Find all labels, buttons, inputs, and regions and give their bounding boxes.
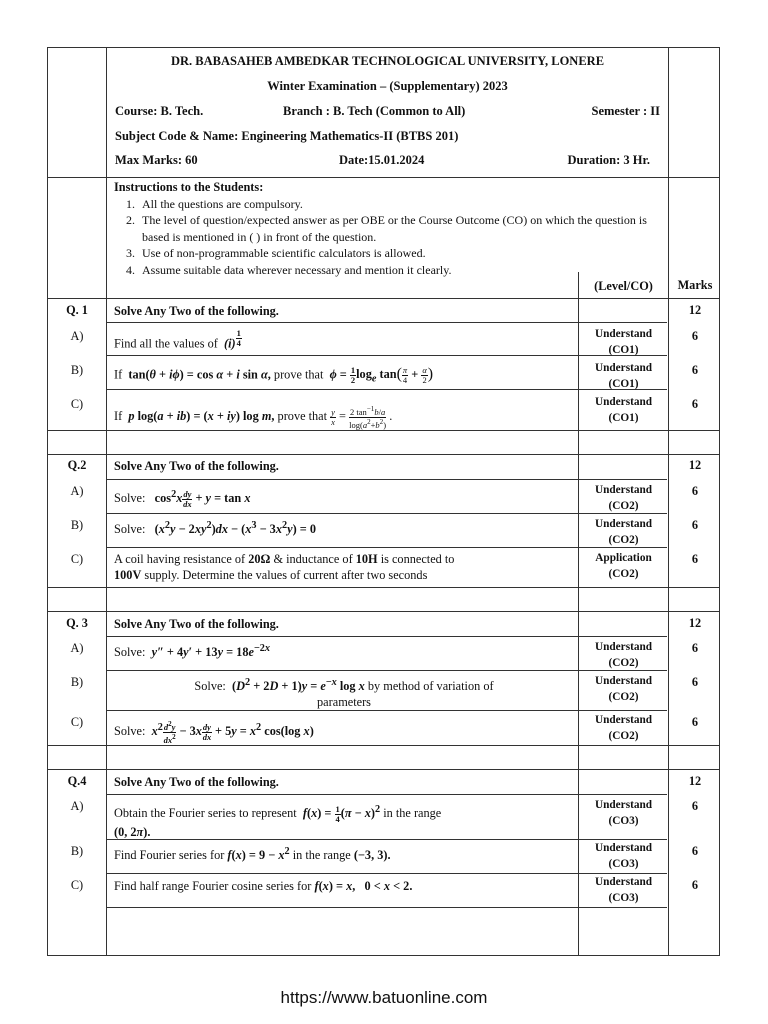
part-label: B) bbox=[70, 675, 84, 689]
row-divider bbox=[48, 454, 719, 455]
question-text: Solve: $\cos^2x$ $\frac{dy}{dx}$ + y = tan x bbox=[114, 488, 251, 509]
duration: Duration: 3 Hr. bbox=[567, 153, 650, 167]
course: Course: B. Tech. bbox=[115, 104, 204, 118]
part-label: C) bbox=[70, 397, 84, 411]
marks-column-header: Marks bbox=[677, 278, 713, 292]
row-divider bbox=[106, 322, 667, 323]
semester: Semester : II bbox=[591, 104, 660, 118]
header-row-marks bbox=[115, 153, 660, 168]
part-marks: 6 bbox=[691, 799, 699, 813]
question-number: Q. 3 bbox=[66, 616, 88, 630]
max-marks: Max Marks: 60 bbox=[115, 153, 198, 167]
part-marks: 6 bbox=[691, 329, 699, 343]
instruction-item: 2. The level of question/expected answer as per OBE or the Course Outcome (CO) on which the question is based is mentioned in ( ) in front of the question. bbox=[138, 212, 674, 245]
question-text: A coil having resistance of 20Ω & inductance of 10H is connected to 100V supply. Determine the values of current after two seconds bbox=[114, 552, 455, 582]
instruction-item: 4. Assume suitable data wherever necessary and mention it clearly. bbox=[138, 262, 674, 279]
level-label: Application (CO2) bbox=[595, 552, 652, 580]
footer-url: https://www.batuonline.com bbox=[280, 988, 488, 1007]
row-divider bbox=[106, 479, 667, 480]
question-number: Q. 1 bbox=[66, 303, 88, 317]
question-marks: 12 bbox=[688, 303, 702, 317]
level-label: Understand (CO1) bbox=[594, 362, 653, 390]
row-divider bbox=[48, 298, 719, 299]
part-marks: 6 bbox=[691, 484, 699, 498]
part-label: C) bbox=[70, 878, 84, 892]
level-label: Understand (CO2) bbox=[594, 641, 653, 669]
question-text: Find half range Fourier cosine series for f(x) = x, 0 < x < 2. bbox=[114, 879, 413, 893]
level-column-header: (Level/CO) bbox=[594, 279, 653, 293]
level-label: Understand (CO3) bbox=[594, 876, 653, 904]
row-divider bbox=[48, 745, 719, 746]
level-label: Understand (CO2) bbox=[594, 714, 653, 742]
question-text: Solve: $x^2$ $\frac{d^2y}{dx^2}$ − 3x $\frac{dy}{dx}$ + $5y = x^2$ cos(log x) bbox=[114, 720, 314, 745]
question-text: If tan(θ + iϕ) = cos α + i sin α, prove that ϕ = $\frac{1}{2}$ $\log_e \tan$( $\frac{\pi}{4}$ + $\frac{\alpha}{2}$ ) bbox=[114, 365, 434, 385]
exam-title: Winter Examination – (Supplementary) 2023 bbox=[267, 79, 508, 93]
question-text: Solve: $(D^2 + 2D + 1)y = e^{-x}$ log x by method of variation of parameters bbox=[194, 677, 494, 710]
row-divider bbox=[106, 636, 667, 637]
part-marks: 6 bbox=[691, 715, 699, 729]
row-divider bbox=[106, 710, 667, 711]
part-marks: 6 bbox=[691, 518, 699, 532]
level-label: Understand (CO1) bbox=[594, 396, 653, 424]
row-divider bbox=[48, 611, 719, 612]
question-number: Q.2 bbox=[67, 458, 87, 472]
question-marks: 12 bbox=[688, 774, 702, 788]
level-label: Understand (CO2) bbox=[594, 518, 653, 546]
part-label: C) bbox=[70, 552, 84, 566]
level-label: Understand (CO2) bbox=[594, 675, 653, 703]
part-marks: 6 bbox=[691, 397, 699, 411]
part-label: A) bbox=[70, 484, 84, 498]
instruction-item: 1. All the questions are compulsory. bbox=[138, 196, 674, 213]
part-marks: 6 bbox=[691, 675, 699, 689]
question-text: If p log(a + ib) = (x + iy) log m, prove that $\frac{y}{x}$ = $\frac{2 \tan^{-1}b/a}{\log(a^2+b^2)}$ . bbox=[114, 405, 393, 430]
question-text: Obtain the Fourier series to represent f(x) = $\frac{1}{4}$ $(\pi - x)^2$ in the range (0, 2π). bbox=[114, 803, 442, 839]
question-text: Solve: $y'' + 4y' + 13y = 18e^{-2x}$ bbox=[114, 643, 271, 660]
row-divider bbox=[48, 177, 719, 178]
part-label: A) bbox=[70, 641, 84, 655]
question-text: Find Fourier series for $f(x) = 9 - x^2$ in the range (−3, 3). bbox=[114, 846, 391, 863]
part-label: C) bbox=[70, 715, 84, 729]
instructions bbox=[114, 179, 674, 278]
question-marks: 12 bbox=[688, 458, 702, 472]
question-number: Q.4 bbox=[67, 774, 87, 788]
subject: Subject Code & Name: Engineering Mathematics-II (BTBS 201) bbox=[115, 129, 459, 143]
branch: Branch : B. Tech (Common to All) bbox=[283, 104, 466, 118]
question-title: Solve Any Two of the following. bbox=[114, 617, 279, 631]
part-marks: 6 bbox=[691, 641, 699, 655]
part-marks: 6 bbox=[691, 552, 699, 566]
question-title: Solve Any Two of the following. bbox=[114, 459, 279, 473]
question-title: Solve Any Two of the following. bbox=[114, 304, 279, 318]
row-divider bbox=[48, 769, 719, 770]
level-label: Understand (CO3) bbox=[594, 799, 653, 827]
part-label: B) bbox=[70, 844, 84, 858]
level-label: Understand (CO1) bbox=[594, 328, 653, 356]
instructions-list bbox=[114, 196, 674, 279]
part-label: B) bbox=[70, 518, 84, 532]
part-label: B) bbox=[70, 363, 84, 377]
row-divider bbox=[48, 587, 719, 588]
part-marks: 6 bbox=[691, 363, 699, 377]
column-divider bbox=[106, 48, 107, 955]
level-label: Understand (CO3) bbox=[594, 842, 653, 870]
part-marks: 6 bbox=[691, 844, 699, 858]
question-marks: 12 bbox=[688, 616, 702, 630]
question-title: Solve Any Two of the following. bbox=[114, 775, 279, 789]
row-divider bbox=[106, 907, 667, 908]
instructions-title: Instructions to the Students: bbox=[114, 180, 264, 194]
question-text: Solve: $(x^2y - 2xy^2)dx - (x^3 - 3x^2y) = 0$ bbox=[114, 520, 316, 537]
instruction-item: 3. Use of non-programmable scientific calculators is allowed. bbox=[138, 245, 674, 262]
part-label: A) bbox=[70, 329, 84, 343]
part-label: A) bbox=[70, 799, 84, 813]
row-divider bbox=[106, 794, 667, 795]
row-divider bbox=[48, 430, 719, 431]
level-label: Understand (CO2) bbox=[594, 484, 653, 512]
part-marks: 6 bbox=[691, 878, 699, 892]
exam-paper bbox=[47, 47, 720, 956]
question-text: Find all the values of (i) $\frac{1}{4}$ bbox=[114, 328, 241, 351]
university-name: DR. BABASAHEB AMBEDKAR TECHNOLOGICAL UNIVERSITY, LONERE bbox=[170, 54, 605, 68]
header-row-course bbox=[115, 104, 660, 119]
exam-date: Date:15.01.2024 bbox=[339, 153, 425, 167]
